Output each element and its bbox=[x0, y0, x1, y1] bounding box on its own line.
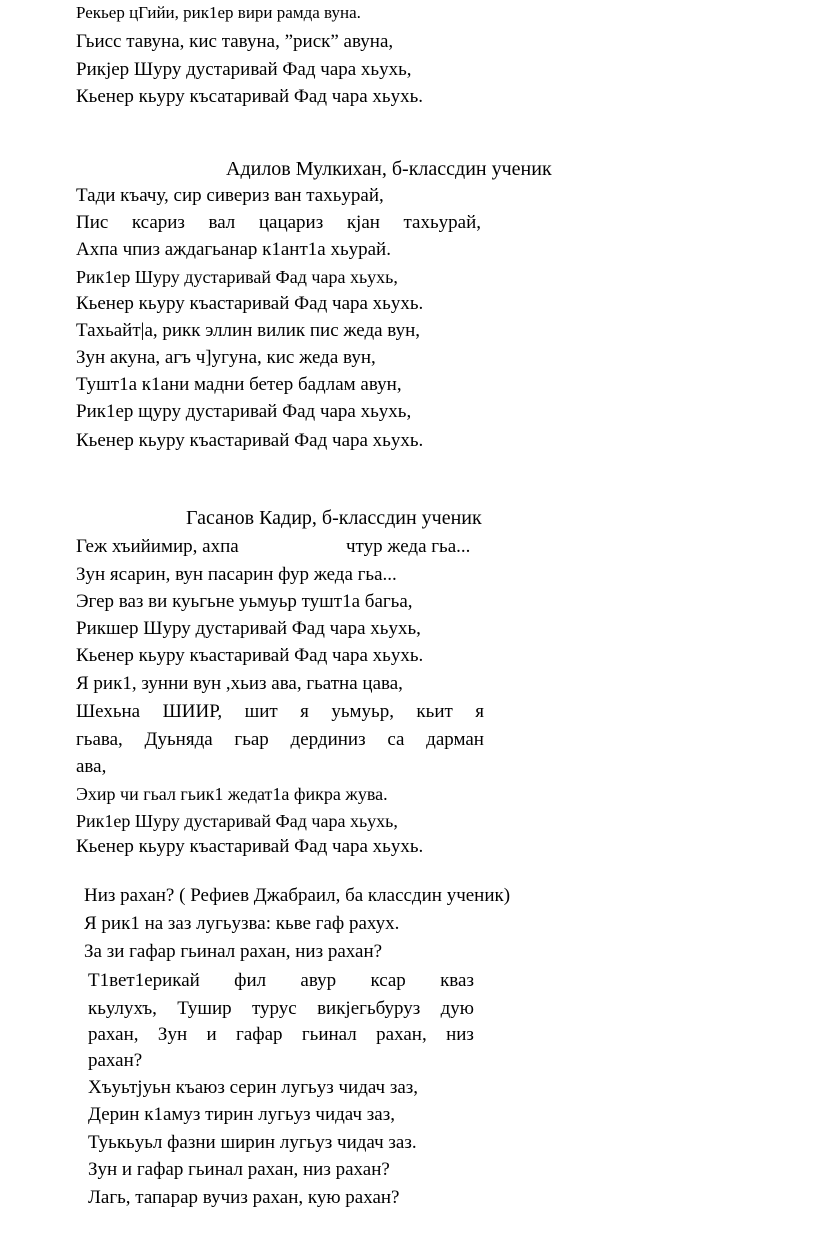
word: фил bbox=[234, 970, 267, 991]
word: дую bbox=[440, 998, 474, 1019]
word: викјегьбуруз bbox=[317, 998, 421, 1019]
poem3-line-1a: Геж хъийимир, ахпа bbox=[76, 536, 239, 557]
word: ксар bbox=[370, 970, 406, 991]
word: авур bbox=[300, 970, 337, 991]
word: и bbox=[206, 1024, 217, 1045]
poem2-line-9: Рик1ер щуру дустаривай Фад чара хьухь, bbox=[76, 401, 412, 422]
word: я bbox=[475, 701, 484, 722]
word: гьар bbox=[234, 729, 269, 750]
word: шит bbox=[244, 701, 278, 722]
poem3-line-2: Зун ясарин, вун пасарин фур жеда гьа... bbox=[76, 564, 397, 585]
poem2-line-5: Кьенер кьуру къастаривай Фад чара хьухь. bbox=[76, 293, 424, 314]
word: рахан, bbox=[376, 1024, 427, 1045]
word: Зун bbox=[157, 1024, 188, 1045]
poem1-line-4: Кьенер кьуру късатаривай Фад чара хьухь. bbox=[76, 86, 424, 107]
poem1-line-3: Рикјер Шуру дустаривай Фад чара хьухь, bbox=[76, 59, 412, 80]
word: тахьурай, bbox=[403, 212, 481, 233]
word: Шехьна bbox=[76, 701, 141, 722]
poem2-line-7: Зун акуна, агъ ч]угуна, кис жеда вун, bbox=[76, 347, 376, 368]
poem4-heading: Низ рахан? ( Рефиев Джабраил, ба классдин ученик) bbox=[84, 885, 511, 906]
poem4-line-8: Дерин к1амуз тирин лугьуз чидач заз, bbox=[88, 1104, 395, 1125]
poem4-justified-line-1 bbox=[88, 970, 474, 992]
word: цацариз bbox=[258, 212, 324, 233]
poem4-line-10: Зун и гафар гьинал рахан, низ рахан? bbox=[88, 1159, 390, 1180]
word: дердиниз bbox=[290, 729, 366, 750]
poem4-line-rahan: рахан? bbox=[88, 1050, 143, 1071]
poem3-justified-line-2 bbox=[76, 729, 484, 751]
poem3-line-1b: чтур жеда гьа... bbox=[346, 536, 471, 557]
poem2-line-8: Тушт1а к1ани мадни бетер бадлам авун, bbox=[76, 374, 402, 395]
poem4-line-9: Туькьуьл фазни ширин лугьуз чидач заз. bbox=[88, 1132, 417, 1153]
word: вал bbox=[208, 212, 236, 233]
poem2-line-10: Кьенер кьуру къастаривай Фад чара хьухь. bbox=[76, 430, 424, 451]
poem2-line-4: Рик1ер Шуру дустаривай Фад чара хьухь, bbox=[76, 267, 398, 287]
poem3-line-3: Эгер ваз ви куьгьне уьмуьр тушт1а багьа, bbox=[76, 591, 413, 612]
poem1-line-1: Рекьер цГийи, рик1ер вири рамда вуна. bbox=[76, 3, 361, 22]
word: Пис bbox=[76, 212, 109, 233]
poem4-justified-line-3 bbox=[88, 1024, 474, 1046]
poem2-heading: Адилов Мулкихан, б-классдин ученик bbox=[226, 158, 552, 180]
word: кваз bbox=[440, 970, 474, 991]
word: гьава, bbox=[76, 729, 123, 750]
poem3-line-ava: ава, bbox=[76, 756, 107, 777]
word: гьинал bbox=[301, 1024, 357, 1045]
word: гафар bbox=[236, 1024, 283, 1045]
word: уьмуьр, bbox=[331, 701, 394, 722]
poem3-line-10: Рик1ер Шуру дустаривай Фад чара хьухь, bbox=[76, 811, 398, 831]
word: ксариз bbox=[131, 212, 185, 233]
poem2-line-1: Тади къачу, сир сивериз ван тахьурай, bbox=[76, 185, 384, 206]
word: дарман bbox=[426, 729, 484, 750]
poem3-heading: Гасанов Кадир, б-классдин ученик bbox=[186, 507, 482, 529]
word: Тушир bbox=[177, 998, 232, 1019]
poem3-justified-line-1 bbox=[76, 701, 484, 723]
word: я bbox=[300, 701, 309, 722]
word: низ bbox=[446, 1024, 474, 1045]
poem4-line-2: За зи гафар гьинал рахан, низ рахан? bbox=[84, 941, 383, 962]
poem2-line-6: Тахьайт|а, рикк эллин вилик пис жеда вун, bbox=[76, 320, 421, 341]
word: кьит bbox=[416, 701, 453, 722]
poem4-line-1: Я рик1 на заз лугьузва: кьве гаф рахух. bbox=[84, 913, 400, 934]
poem3-line-11: Кьенер кьуру къастаривай Фад чара хьухь. bbox=[76, 836, 424, 857]
poem4-line-11: Лагь, тапарар вучиз рахан, кую рахан? bbox=[88, 1187, 400, 1208]
word: рахан, bbox=[88, 1024, 139, 1045]
word: са bbox=[387, 729, 405, 750]
word: ШИИР, bbox=[162, 701, 223, 722]
word: Т1вет1ерикай bbox=[88, 970, 200, 991]
word: кјан bbox=[346, 212, 380, 233]
poem3-line-4: Рикшер Шуру дустаривай Фад чара хьухь, bbox=[76, 618, 421, 639]
poem3-line-6: Я рик1, зунни вун ,хьиз ава, гьатна цава, bbox=[76, 673, 403, 694]
poem3-line-5: Кьенер кьуру къастаривай Фад чара хьухь. bbox=[76, 645, 424, 666]
poem4-line-7: Хъуьтјуьн къаюз серин лугьуз чидач заз, bbox=[88, 1077, 419, 1098]
poem2-line-3: Ахпа чпиз аждагьанар к1ант1а хьурай. bbox=[76, 239, 391, 260]
poem4-justified-line-2 bbox=[88, 998, 474, 1020]
word: кьулухъ, bbox=[88, 998, 157, 1019]
word: турус bbox=[252, 998, 297, 1019]
word: Дуьняда bbox=[144, 729, 213, 750]
poem3-line-9: Эхир чи гьал гьик1 жедат1а фикра жува. bbox=[76, 784, 388, 804]
poem2-line-2 bbox=[76, 212, 481, 234]
poem1-line-2: Гьисс тавуна, кис тавуна, ”риск” авуна, bbox=[76, 31, 394, 52]
